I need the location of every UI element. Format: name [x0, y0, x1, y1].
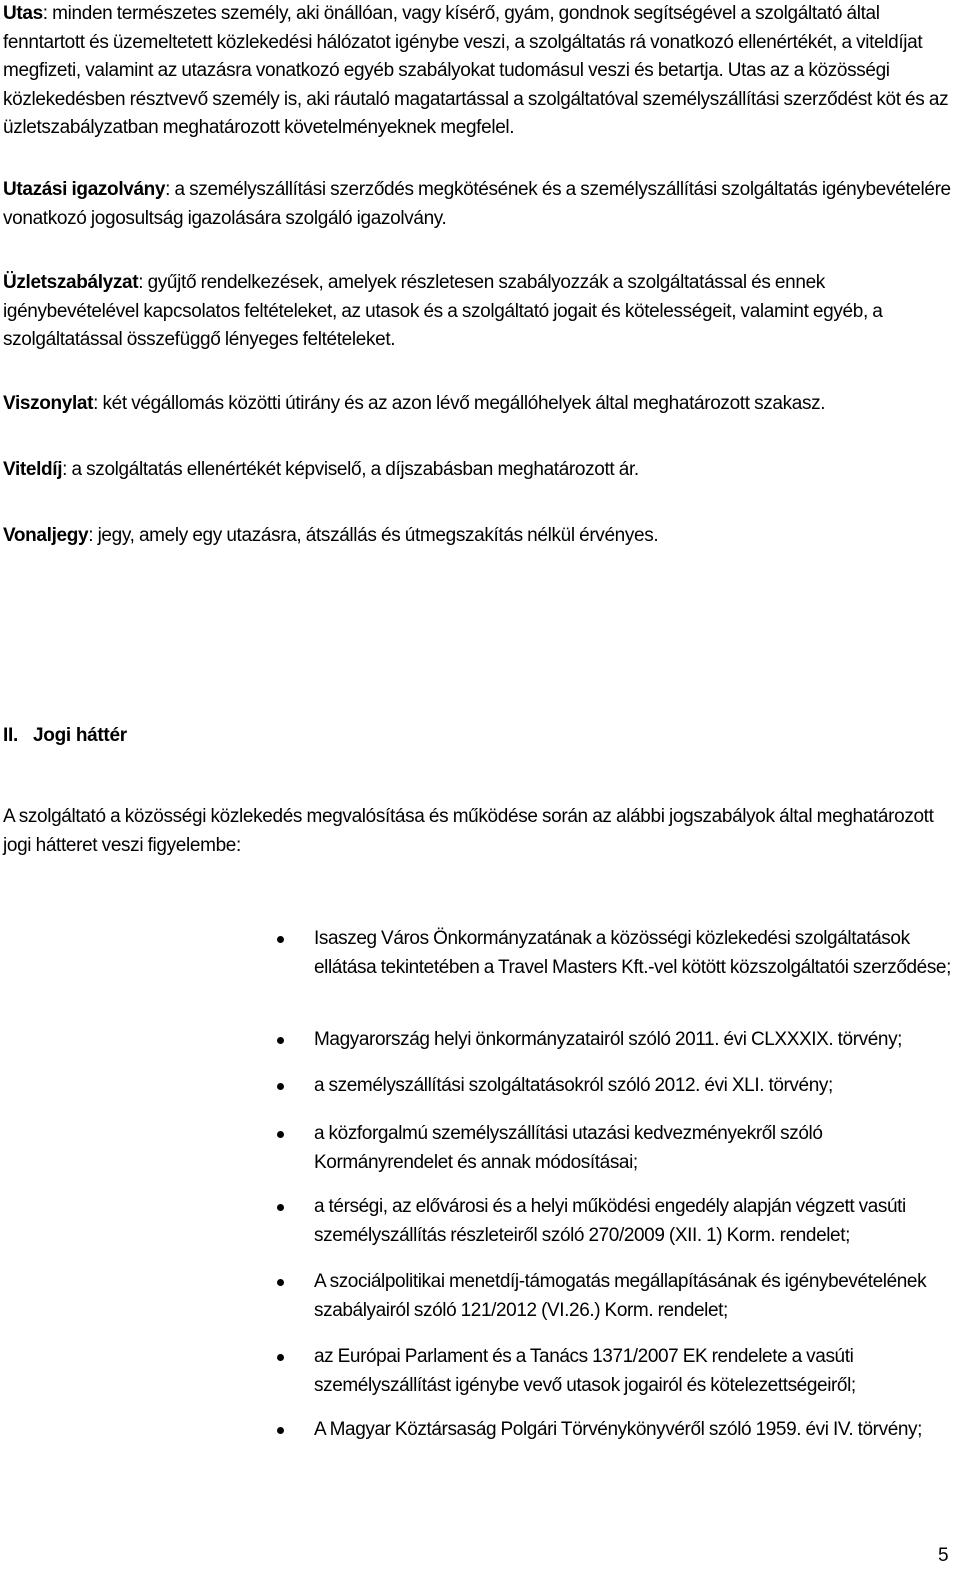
- section-number: II.: [3, 725, 18, 746]
- list-item: [314, 1268, 960, 1325]
- list-item-text: az Európai Parlament és a Tanács 1371/2007 EK rendelete a vasúti személyszállítást igénybe vevő utasok jogairól és kötelezettségeiről;: [314, 1346, 856, 1396]
- list-item-text: A szociálpolitikai menetdíj-támogatás megállapításának és igénybevételének szabályairól szóló 121/2012 (VI.26.) Korm. rendelet;: [314, 1271, 927, 1321]
- definition-text: jegy, amely egy utazásra, átszállás és útmegszakítás nélkül érvényes.: [97, 525, 659, 546]
- bullet-icon: [277, 1037, 284, 1044]
- bullet-icon: [277, 1279, 284, 1286]
- definition-text: a személyszállítási szerződés megkötésének és a személyszállítási szolgáltatás igénybevételére vonatkozó jogosultság igazolására szolgáló igazolvány.: [3, 179, 951, 229]
- definition-term: Vonaljegy: [3, 525, 89, 546]
- list-item: [314, 1343, 960, 1400]
- list-item-text: Magyarország helyi önkormányzatairól szóló 2011. évi CLXXXIX. törvény;: [314, 1029, 903, 1050]
- list-item: [314, 1193, 960, 1250]
- section-title: Jogi háttér: [33, 725, 127, 746]
- list-item-text: a személyszállítási szolgáltatásokról szóló 2012. évi XLI. törvény;: [314, 1075, 833, 1096]
- definition-separator: :: [138, 272, 148, 293]
- definition-vonaljegy: [3, 522, 958, 551]
- list-item-text: a közforgalmú személyszállítási utazási kedvezményekről szóló Kormányrendelet és annak módosításai;: [314, 1123, 823, 1173]
- list-item: [314, 1026, 960, 1055]
- bullet-icon: [277, 1083, 284, 1090]
- definition-term: Viszonylat: [3, 393, 94, 414]
- bullet-icon: [277, 1354, 284, 1361]
- definition-text: gyűjtő rendelkezések, amelyek részletesen szabályozzák a szolgáltatással és ennek igénybevételével kapcsolatos feltételeket, az utasok és a szolgáltató jogait és kötelességeit, valamint egyéb, a szolgáltatással összefüggő lényeges feltételeket.: [3, 272, 883, 350]
- definition-text: két végállomás közötti útirány és az azon lévő megállóhelyek által meghatározott szakasz.: [102, 393, 826, 414]
- definition-term: Üzletszabályzat: [3, 272, 139, 293]
- page-number: 5: [938, 1545, 949, 1566]
- list-item-text: a térségi, az elővárosi és a helyi működési engedély alapján végzett vasúti személyszállítás részleteiről szóló 270/2009 (XII. 1) Korm. rendelet;: [314, 1196, 906, 1246]
- section-intro: [3, 803, 958, 860]
- definition-separator: :: [165, 179, 175, 200]
- list-item: [314, 1072, 960, 1101]
- list-item-text: A Magyar Köztársaság Polgári Törvénykönyvéről szóló 1959. évi IV. törvény;: [314, 1419, 923, 1440]
- definition-viteldij: [3, 456, 958, 485]
- definition-uzletszabalyzat: [3, 269, 958, 355]
- definition-term: Viteldíj: [3, 459, 63, 480]
- list-item-text: Isaszeg Város Önkormányzatának a közösségi közlekedési szolgáltatások ellátása tekintetében a Travel Masters Kft.-vel kötött közszolgáltatói szerződése;: [314, 928, 951, 978]
- definition-separator: :: [42, 3, 53, 24]
- definition-text: minden természetes személy, aki önállóan, vagy kísérő, gyám, gondnok segítségével a szolgáltató által fenntartott és üzemeltetett közlekedési hálózatot igénybe veszi, a szolgáltatás rá vonatkozó ellenértékét, a viteldíjat megfizeti, valamint az utazásra vonatkozó egyéb szabályokat tudomásul veszi és betartja. Utas az a közösségi közlekedésben résztvevő személy is, aki ráutaló magatartással a szolgáltatóval személyszállítási szerződést köt és az üzletszabályzatban meghatározott követelményeknek megfelel.: [3, 3, 949, 138]
- definition-term: Utas: [3, 3, 43, 24]
- section-intro-text: A szolgáltató a közösségi közlekedés megvalósítása és működése során az alábbi jogszabályok által meghatározott jogi hátteret veszi figyelembe:: [3, 806, 934, 856]
- definition-utas: [3, 0, 958, 143]
- definition-separator: :: [88, 525, 98, 546]
- definition-viszonylat: [3, 390, 958, 419]
- definition-text: a szolgáltatás ellenértékét képviselő, a díjszabásban meghatározott ár.: [71, 459, 639, 480]
- bullet-icon: [277, 1427, 284, 1434]
- definition-separator: :: [62, 459, 72, 480]
- list-item: [314, 1120, 960, 1177]
- definition-separator: :: [93, 393, 103, 414]
- definition-term: Utazási igazolvány: [3, 179, 166, 200]
- list-item: [314, 925, 960, 982]
- bullet-icon: [277, 936, 284, 943]
- bullet-icon: [277, 1131, 284, 1138]
- definition-utazasi-igazolvany: [3, 176, 958, 233]
- section-heading: [3, 722, 127, 750]
- list-item: [314, 1416, 960, 1445]
- bullet-icon: [277, 1204, 284, 1211]
